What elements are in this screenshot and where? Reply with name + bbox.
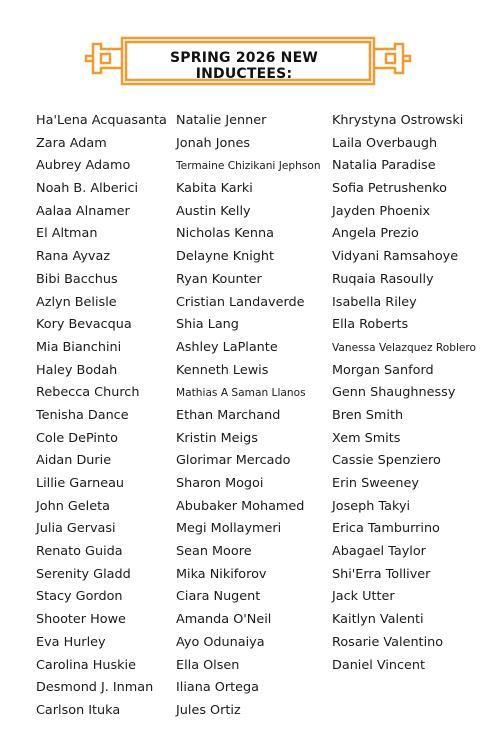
inductee-name: John Geleta — [36, 498, 110, 514]
inductee-name: Sharon Mogoi — [176, 476, 264, 491]
inductee-name: El Altman — [36, 226, 98, 242]
inductee-name: Kenneth Lewis — [176, 362, 269, 378]
inductee-name: Jonah Jones — [176, 135, 250, 151]
inductee-name: Carlson Ituka — [36, 702, 121, 718]
inductee-name: Glorimar Mercado — [176, 453, 291, 469]
inductee-name: Vidyani Ramsahoye — [332, 249, 459, 265]
inductee-name: Jack Utter — [332, 589, 395, 605]
inductee-name: Azlyn Belisle — [36, 294, 117, 310]
inductee-name: Natalia Paradise — [332, 158, 436, 174]
inductee-name: Daniel Vincent — [332, 657, 426, 673]
inductee-name: Cole DePinto — [36, 430, 118, 446]
inductee-name: Jayden Phoenix — [332, 203, 431, 219]
inductee-name: Bibi Bacchus — [36, 271, 118, 287]
inductee-name: Bren Smith — [332, 407, 404, 423]
inductee-name: Ha'Lena Acquasanta — [36, 113, 167, 128]
inductee-name: Stacy Gordon — [36, 589, 123, 605]
inductee-name: Natalie Jenner — [176, 113, 267, 128]
inductee-name: Ethan Marchand — [176, 407, 281, 423]
inductee-name: Ciara Nugent — [176, 589, 261, 605]
inductee-name: Vanessa Velazquez Roblero — [332, 341, 477, 354]
inductee-name: Shi'Erra Tolliver — [332, 566, 431, 582]
inductee-name: Lillie Garneau — [36, 476, 125, 491]
inductee-name: Cristian Landaverde — [176, 294, 305, 310]
inductee-name: Desmond J. Inman — [36, 680, 154, 696]
inductee-name: Ruqaia Rasoully — [332, 271, 434, 287]
inductee-name: Rana Ayvaz — [36, 249, 111, 265]
inductee-name: Xem Smits — [332, 430, 401, 446]
inductee-name: Erica Tamburrino — [332, 521, 440, 537]
inductee-name: Sean Moore — [176, 544, 252, 560]
inductee-name: Eva Hurley — [36, 634, 106, 650]
inductee-name: Aubrey Adamo — [36, 158, 131, 174]
inductee-name: Ashley LaPlante — [176, 339, 278, 355]
inductee-name: Kory Bevacqua — [36, 317, 132, 333]
inductee-name: Genn Shaughnessy — [332, 385, 456, 401]
inductee-name: Angela Prezio — [332, 226, 419, 242]
name-column-3 — [332, 110, 476, 677]
inductee-name: Jules Ortiz — [176, 702, 241, 718]
inductee-name: Carolina Huskie — [36, 657, 136, 673]
inductee-name: Shia Lang — [176, 317, 239, 333]
inductee-name: Isabella Riley — [332, 294, 417, 310]
inductee-name: Aalaa Alnamer — [36, 203, 130, 219]
inductee-name: Amanda O'Neil — [176, 612, 272, 628]
inductee-name: Mathias A Saman Llanos — [176, 387, 306, 400]
inductee-name: Morgan Sanford — [332, 362, 434, 378]
inductee-name: Abagael Taylor — [332, 544, 426, 560]
inductee-name: Ella Olsen — [176, 657, 240, 673]
inductee-name: Abubaker Mohamed — [176, 498, 305, 514]
page-title: SPRING 2026 NEW INDUCTEES: — [170, 50, 318, 82]
inductee-name: Khrystyna Ostrowski — [332, 113, 464, 128]
inductee-name: Erin Sweeney — [332, 476, 419, 491]
inductee-name: Iliana Ortega — [176, 680, 259, 696]
inductee-name: Joseph Takyi — [332, 498, 411, 514]
header-banner — [0, 0, 481, 100]
inductee-name: Delayne Knight — [176, 249, 275, 265]
inductee-name: Termaine Chizikani Jephson — [176, 160, 321, 173]
inductee-name: Nicholas Kenna — [176, 226, 274, 242]
inductee-name: Sofia Petrushenko — [332, 181, 447, 197]
inductee-name: Cassie Spenziero — [332, 453, 441, 469]
inductee-name: Kristin Meigs — [176, 430, 258, 446]
inductee-name: Julia Gervasi — [36, 521, 116, 537]
inductee-name: Noah B. Alberici — [36, 181, 139, 197]
inductee-name: Serenity Gladd — [36, 566, 131, 582]
inductee-name: Renato Guida — [36, 544, 123, 560]
inductee-name: Rosarie Valentino — [332, 634, 444, 650]
inductee-name: Ayo Odunaiya — [176, 634, 265, 650]
inductee-name: Mika Nikiforov — [176, 566, 267, 582]
inductee-name: Haley Bodah — [36, 362, 118, 378]
inductee-name: Laila Overbaugh — [332, 135, 438, 151]
inductee-name: Megi Mollaymeri — [176, 521, 282, 537]
inductee-name: Aidan Durie — [36, 453, 112, 469]
inductee-name: Ella Roberts — [332, 317, 409, 333]
inductee-name: Zara Adam — [36, 135, 107, 151]
inductee-name: Kabita Karki — [176, 181, 253, 197]
inductee-name: Mia Bianchini — [36, 339, 122, 355]
inductee-name: Tenisha Dance — [36, 407, 129, 423]
inductee-name: Rebecca Church — [36, 385, 140, 401]
inductee-name: Austin Kelly — [176, 203, 251, 219]
inductee-name: Kaitlyn Valenti — [332, 612, 424, 628]
inductee-name: Shooter Howe — [36, 612, 126, 628]
name-column-2 — [176, 110, 321, 723]
inductee-name: Ryan Kounter — [176, 271, 262, 287]
name-column-1 — [36, 110, 167, 723]
